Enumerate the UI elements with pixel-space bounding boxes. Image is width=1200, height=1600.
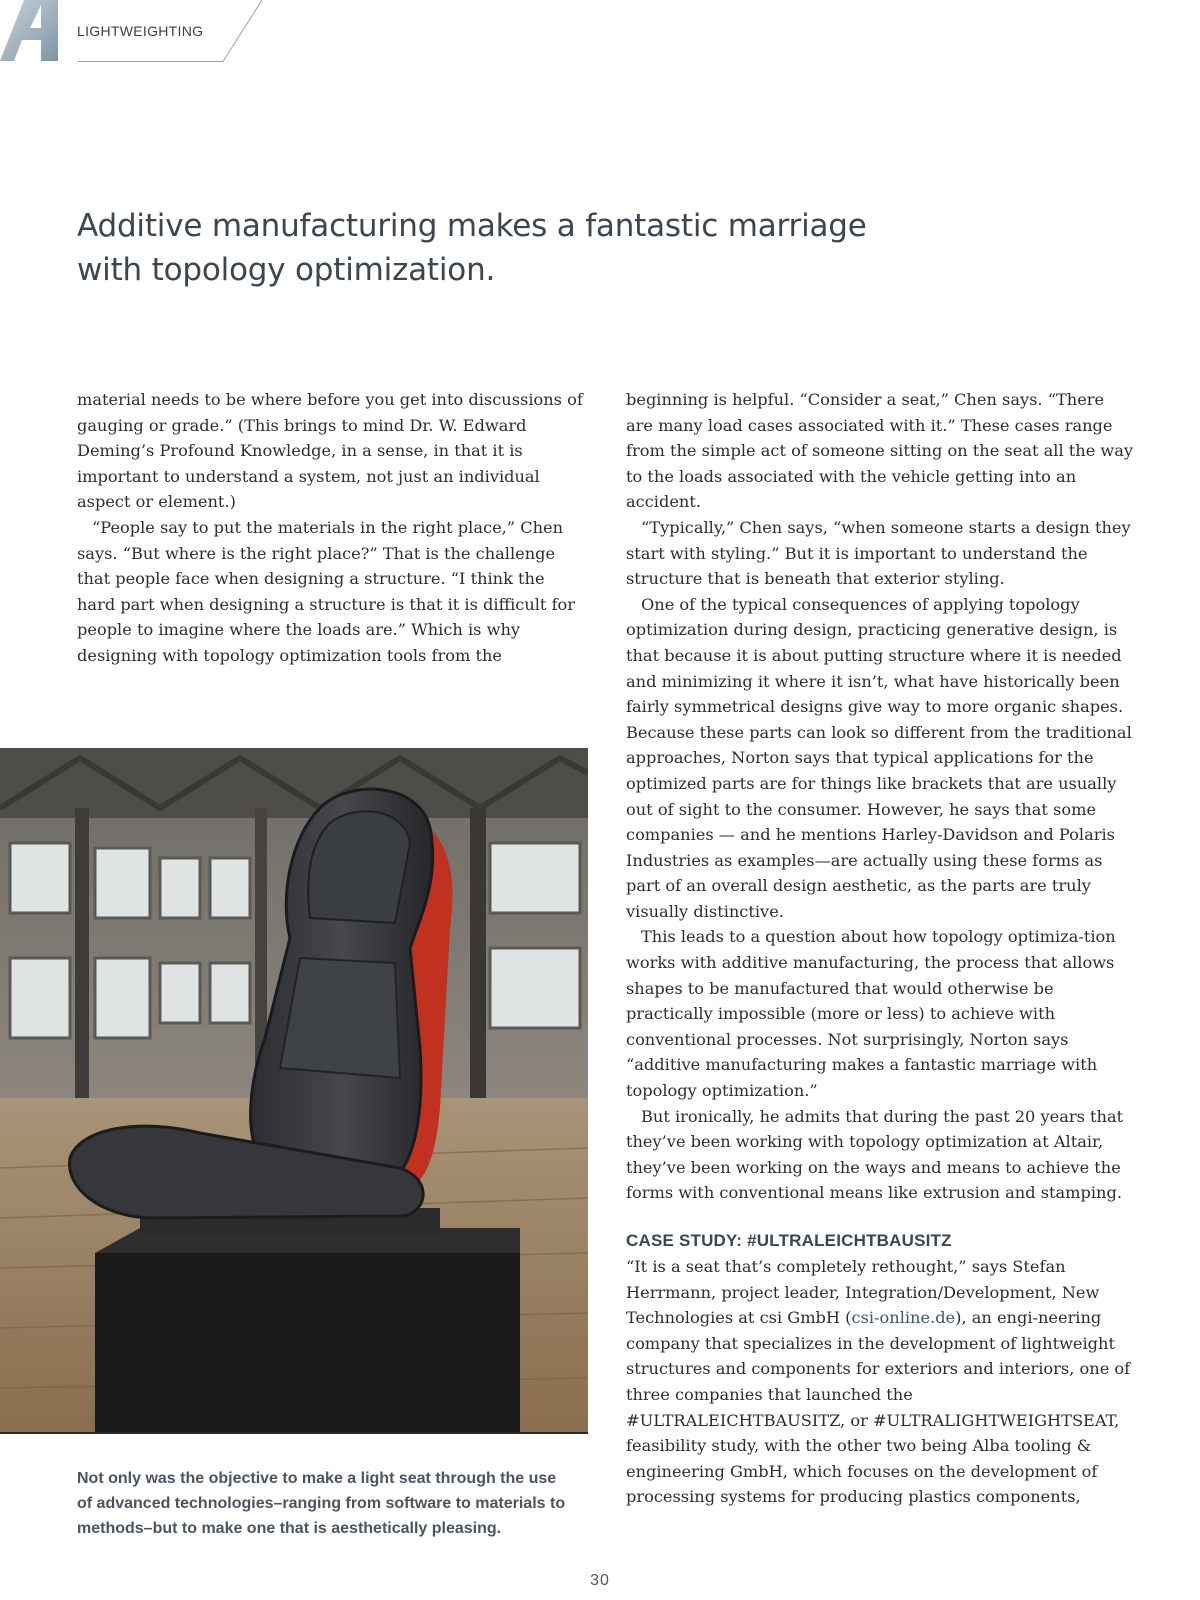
photo-caption: Not only was the objective to make a light seat through the use of advanced technologies–ranging from software to materials to methods–but to make one that is aesthetically pleasing. — [77, 1470, 566, 1537]
body-paragraph: “People say to put the materials in the right place,” Chen says. “But where is the right place?” That is the challenge that people face when designing a structure. “I think the hard part when designing a structure is that it is difficult for people to imagine where the loads are.” Which is why designing with topology optimization tools from the — [77, 517, 576, 665]
body-paragraph: This leads to a question about how topology optimiza-tion works with additive manufacturing, the process that allows shapes to be manufactured that would otherwise be practically impossible (more or less) to achieve with conventional processes. Not surprisingly, Norton says “additive manufacturing makes a fantastic marriage with topology optimization.” — [626, 927, 1116, 1101]
case-study-text: “It is a seat that’s completely rethought,” says Stefan Herrmann, project leader, Integration/Development, New Technologies at csi GmbH ( — [626, 1257, 1100, 1328]
body-column-left — [77, 387, 587, 669]
page-number: 30 — [590, 1572, 610, 1589]
body-paragraph: “Typically,” Chen says, “when someone starts a design they start with styling.” But it is important to understand the structure that is beneath that exterior styling. — [626, 517, 1131, 589]
case-study-text: ), an engi-neering company that specializes in the development of lightweight structures and components for exteriors and interiors, one of three companies that launched the #ULTRALEICHTBAUSITZ, or #ULTRALIGHTWEIGHTSEAT, feasibility study, with the other two being Alba tooling & engineering GmbH, which focuses on the development of processing systems for producing plastics components, — [626, 1308, 1131, 1507]
case-study-heading: CASE STUDY: #ULTRALEICHTBAUSITZ — [626, 1231, 952, 1250]
body-paragraph: One of the typical consequences of applying topology optimization during design, practicing generative design, is that because it is about putting structure where it is needed and minimizing it where it isn’t, what have historically been fairly symmetrical designs give way to more organic shapes. Because these parts can look so different from the traditional approaches, Norton says that typical applications for the optimized parts are for things like brackets that are usually out of sight to the consumer. However, he says that some companies — and he mentions Harley-Davidson and Polaris Industries as examples—are actually using these forms as part of an overall design aesthetic, as the parts are truly visually distinctive. — [626, 594, 1132, 921]
body-paragraph: beginning is helpful. “Consider a seat,” Chen says. “There are many load cases associated with it.” These cases range from the simple act of someone sitting on the seat all the way to the loads associated with the vehicle getting into an accident. — [626, 390, 1134, 512]
body-paragraph: material needs to be where before you get into discussions of gauging or grade.” (This brings to mind Dr. W. Edward Deming’s Profound Knowledge, in a sense, in that it is important to understand a system, not just an individual aspect or element.) — [77, 390, 583, 512]
section-label: LIGHTWEIGHTING — [77, 23, 204, 39]
lightweight-seat-image — [0, 748, 588, 1434]
csi-website-link[interactable]: csi-online.de — [851, 1308, 956, 1328]
body-paragraph: But ironically, he admits that during the past 20 years that they’ve been working with topology optimization at Altair, they’ve been working on the ways and means to achieve the forms with conventional means like extrusion and stamping. — [626, 1106, 1124, 1203]
seat-photo — [0, 748, 588, 1434]
case-study-paragraph — [626, 1254, 1136, 1510]
section-header — [0, 0, 265, 64]
body-column-right — [626, 387, 1136, 1510]
pull-quote: Additive manufacturing makes a fantastic marriage with topology optimization. — [77, 208, 867, 288]
